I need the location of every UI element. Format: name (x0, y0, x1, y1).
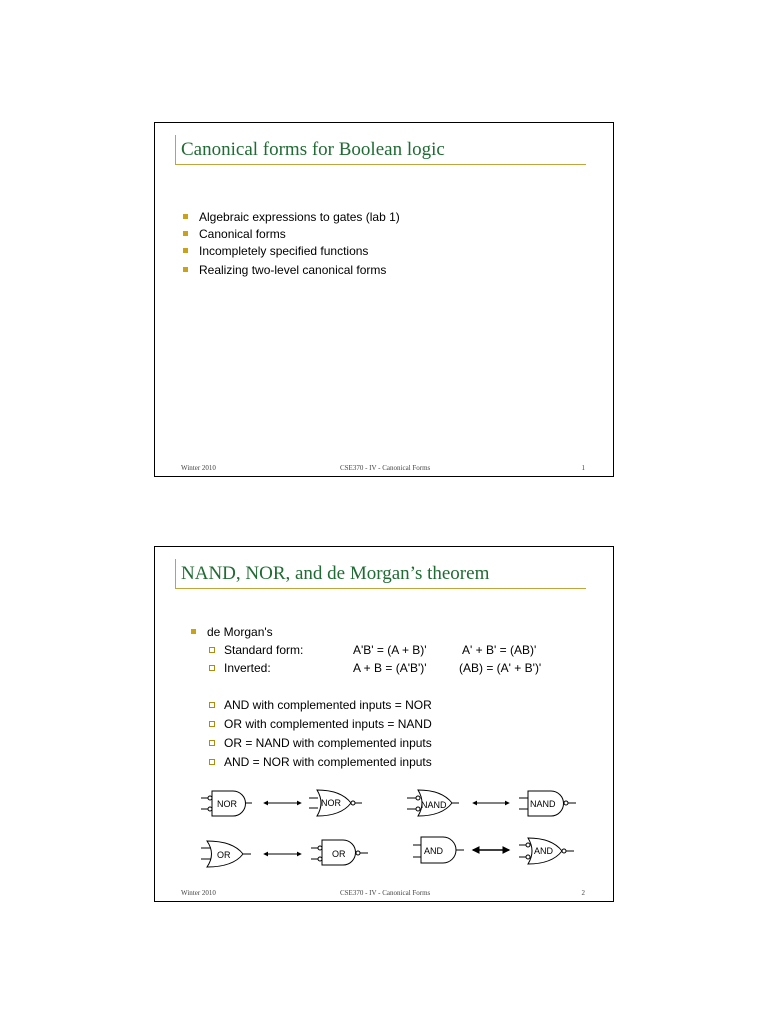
standard-equation-2: A' + B' = (AB)' (462, 643, 537, 657)
gate-label: AND (424, 846, 444, 856)
footer-date: Winter 2010 (181, 464, 216, 472)
title-accent (175, 135, 176, 165)
gate-label: OR (217, 850, 231, 860)
title-rule (175, 164, 586, 165)
slide-1: Canonical forms for Boolean logic Algebraic expressions to gates (lab 1) Canonical forms Incompletely specified functions Realizing two-level canonical forms Winter 2010 CSE370 - IV - Canonical Forms 1 (154, 122, 614, 477)
standard-equation-1: A'B' = (A + B)' (353, 643, 427, 657)
gate-label: NAND (421, 800, 447, 810)
footer-course: CSE370 - IV - Canonical Forms (340, 464, 431, 472)
gate-label: AND (534, 846, 554, 856)
inverted-equation-1: A + B = (A'B')' (353, 661, 427, 675)
slide-2: NAND, NOR, and de Morgan’s theorem de Morgan's Standard form: A'B' = (A + B)' A' + B' = (AB)' Inverted: A + B = (A'B')' (AB) = (A' + B')' AND with complemented inputs = NOR OR with complemented inputs = NAND OR = NAND with complemented inputs AND = NOR with complemented inputs NOR NOR NAND NAND OR OR AND AND Winter 2010 CSE370 - IV - Canonical Forms 2 (154, 546, 614, 902)
inverted-equation-2: (AB) = (A' + B')' (459, 661, 542, 675)
gate-label: NOR (321, 798, 341, 808)
gate-label: NOR (217, 799, 237, 809)
footer-course: CSE370 - IV - Canonical Forms (340, 889, 431, 897)
footer-date: Winter 2010 (181, 889, 216, 897)
slide-title: NAND, NOR, and de Morgan’s theorem (181, 563, 490, 584)
gate-label: OR (332, 849, 346, 859)
page-number: 1 (581, 464, 585, 472)
slide-title: Canonical forms for Boolean logic (181, 139, 445, 160)
gate-label: NAND (530, 799, 556, 809)
gate-diagram (155, 547, 613, 901)
page-number: 2 (581, 889, 585, 897)
